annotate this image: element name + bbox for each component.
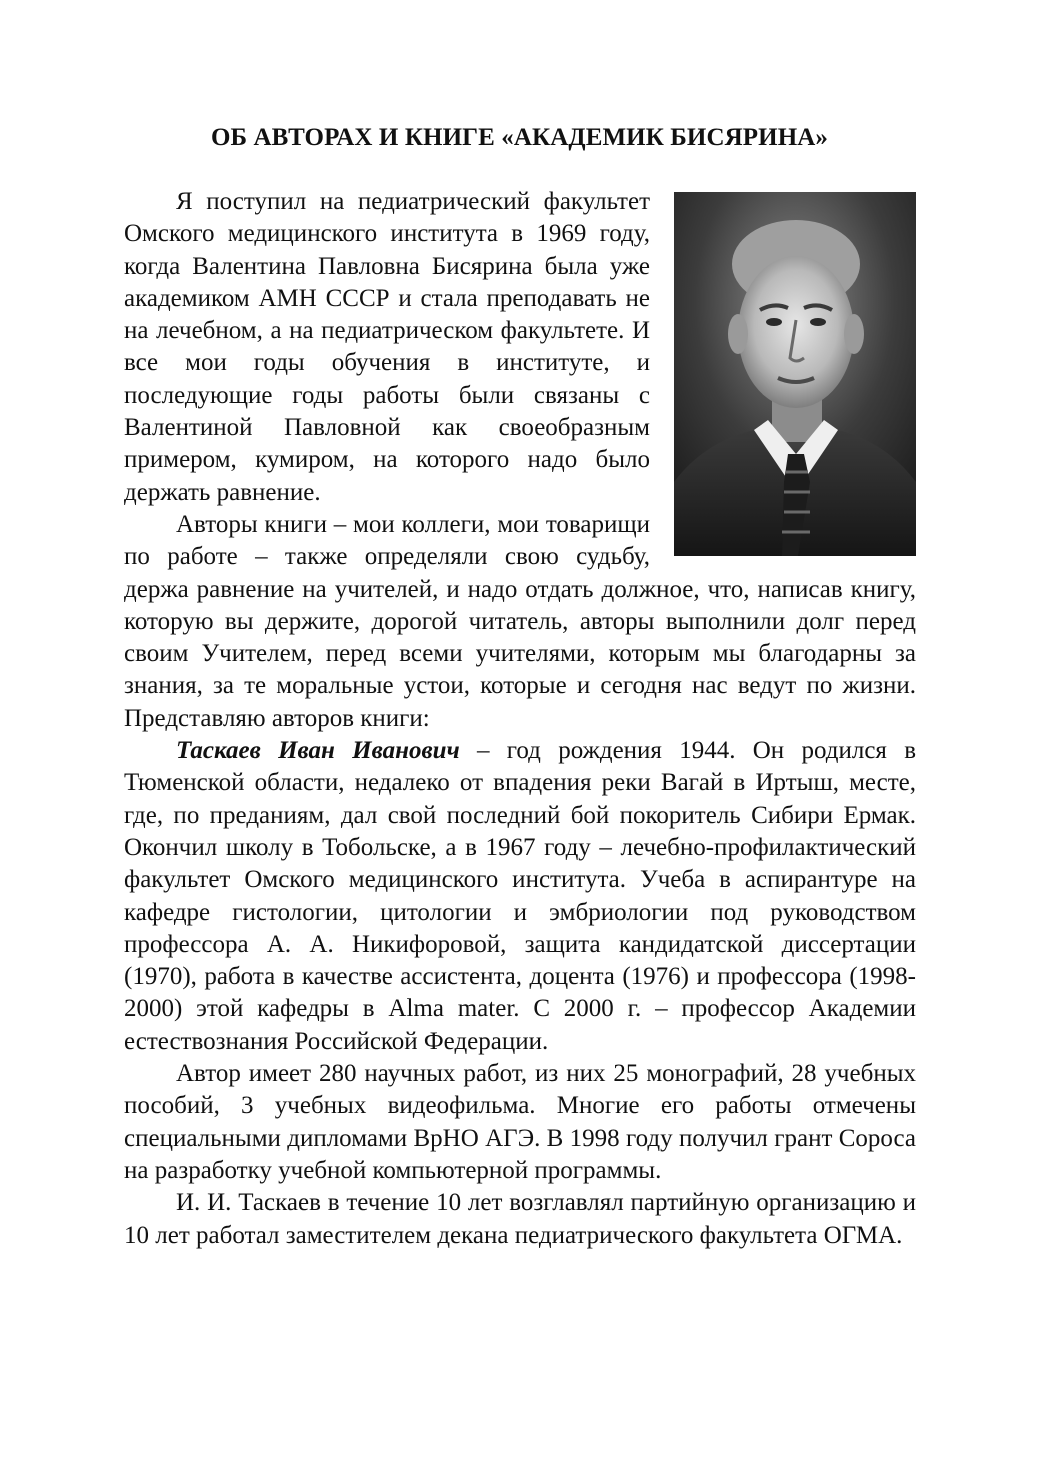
intro-paragraph-2: Авторы книги – мои коллеги, мои товарищи по работе – также определяли свою судьбу, держа равнение на учителей, и надо отдать должное, что, написав книгу, которую вы держите, дорогой читатель, авторы выполнили долг перед своим Учителем, перед всеми учителями, которым мы благодарны за знания, за те моральные устои, которые и сегодня нас ведут по жизни. Представляю авторов книги:: [124, 510, 916, 732]
career-paragraph: И. И. Таскаев в течение 10 лет возглавлял партийную организацию и 10 лет работал заместителем декана педиатрического факультета ОГМА.: [124, 1189, 916, 1249]
works-paragraph: Автор имеет 280 научных работ, из них 25 монографий, 28 учебных пособий, 3 учебных видеофильма. Многие его работы отмечены специальными дипломами ВрНО АГЭ. В 1998 году получил грант Сороса на разработку учебной компьютерной программы.: [124, 1060, 916, 1184]
portrait-illustration: [674, 192, 916, 556]
intro-paragraph-1: Я поступил на педиатрический факультет Омского медицинского института в 1969 году, когда Валентина Павловна Бисярина была уже академиком АМН СССР и стала преподавать не на лечебном, а на педиатрическом факультете. И все мои годы обучения в институте, и последующие годы работы были связаны с Валентиной Павловной как своеобразным примером, кумиром, на которого надо было держать равнение.: [124, 188, 650, 506]
bio-text: – год рождения 1944. Он родился в Тюменской области, недалеко от впадения реки Вагай в Иртыш, месте, где, по преданиям, дал свой последний бой покоритель Сибири Ермак. Окончил школу в Тобольске, а в 1967 году – лечебно-профилактический факультет Омского медицинского института. Учеба в аспирантуре на кафедре гистологии, цитологии и эмбриологии под руководством профессора А. А. Никифоровой, защита кандидатской диссертации (1970), работа в качестве ассистента, доцента (1976) и профессора (1998-2000) этой кафедры в Alma mater. С 2000 г. – профессор Академии естествознания Российской Федерации.: [124, 737, 916, 1055]
author-portrait-photo: [674, 192, 916, 556]
article-body: [124, 186, 916, 1252]
bio-paragraph: [124, 735, 916, 1058]
author-name: Таскаев Иван Иванович: [176, 737, 460, 765]
page-title: ОБ АВТОРАХ И КНИГЕ «АКАДЕМИК БИСЯРИНА»: [210, 124, 829, 151]
